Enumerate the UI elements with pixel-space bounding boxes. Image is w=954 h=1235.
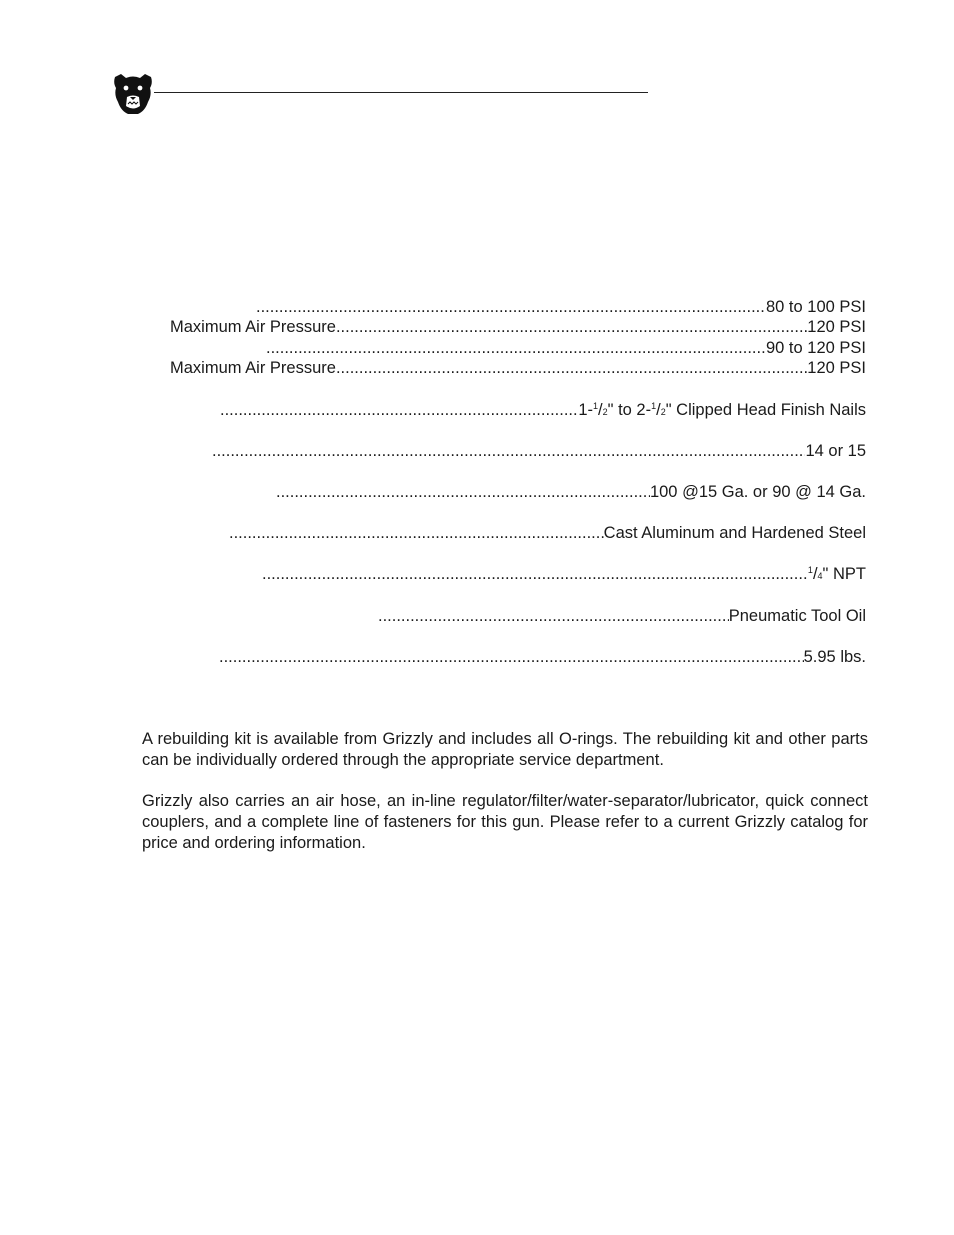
dot-leader: [220, 399, 578, 421]
spec-value: Pneumatic Tool Oil: [728, 607, 866, 625]
spec-row-gauge: [142, 440, 866, 462]
spec-row-max-pressure-2: [142, 357, 866, 379]
dot-leader: [378, 605, 729, 627]
spec-value: 120 PSI: [807, 359, 866, 377]
spec-row-max-pressure-1: [142, 316, 866, 338]
dot-leader: [219, 646, 804, 668]
dot-leader: [266, 337, 766, 359]
spec-row-operating-pressure-1: [142, 296, 866, 318]
spec-value: 80 to 100 PSI: [766, 298, 866, 316]
spec-label: Maximum Air Pressure: [170, 318, 336, 336]
paragraph-rebuilding-kit: A rebuilding kit is available from Grizzly and includes all O-rings. The rebuilding kit and other parts can be individually ordered through the appropriate service department.: [142, 730, 868, 769]
dot-leader: [276, 481, 650, 503]
dot-leader: [229, 522, 604, 544]
spec-row-lubrication: [142, 605, 866, 627]
paragraph-accessories: Grizzly also carries an air hose, an in-line regulator/filter/water-separator/lubricator, quick connect couplers, and a complete line of fasteners for this gun. Please refer to a current Grizzly catalog for price and ordering information.: [142, 792, 868, 852]
spec-row-nail-size: [142, 399, 866, 421]
spec-row-operating-pressure-2: [142, 337, 866, 359]
spec-label: Maximum Air Pressure: [170, 359, 336, 377]
spec-value: Cast Aluminum and Hardened Steel: [603, 524, 866, 542]
spec-value: 14 or 15: [805, 442, 866, 460]
spec-value: 100 @15 Ga. or 90 @ 14 Ga.: [649, 483, 866, 501]
spec-row-weight: [142, 646, 866, 668]
bear-logo-icon: [112, 71, 154, 115]
spec-value: 5.95 lbs.: [803, 648, 866, 666]
spec-row-air-inlet: [142, 563, 866, 585]
spec-row-construction: [142, 522, 866, 544]
dot-leader: [262, 563, 808, 585]
dot-leader: [212, 440, 805, 462]
dot-leader: [256, 296, 766, 318]
spec-value-air-inlet: $^1$/4" NPT: [807, 565, 866, 583]
dot-leader: [336, 357, 807, 379]
spec-value: 90 to 120 PSI: [766, 339, 866, 357]
spec-value-nail-size: 1-$^1$/2" to 2-$^1$/2" Clipped Head Finish Nails: [578, 401, 866, 419]
dot-leader: [336, 316, 807, 338]
spec-value: 120 PSI: [807, 318, 866, 336]
spec-row-magazine-capacity: [142, 481, 866, 503]
header-rule: [154, 92, 648, 93]
